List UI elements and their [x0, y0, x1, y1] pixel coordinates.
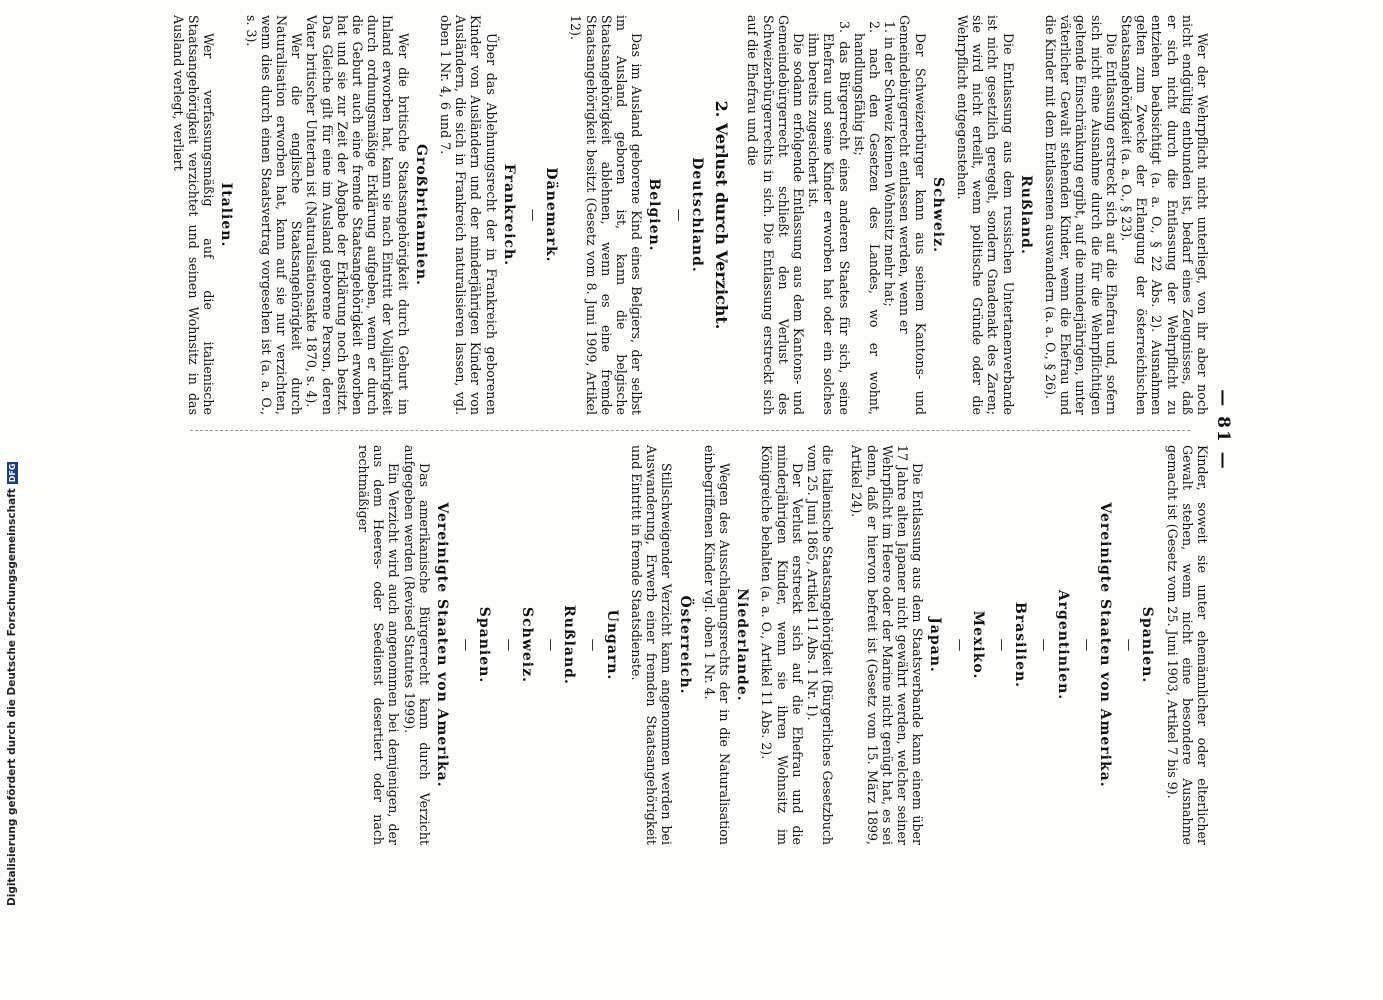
- heading-schweiz: Schweiz.: [929, 177, 946, 253]
- heading-spanien-2: Spanien.: [476, 606, 493, 684]
- paragraph: Die Entlassung aus dem russischen Untertanenverbande ist nicht gesetzlich geregelt, sondern Gnadenakt des Zaren; sie wird nicht erteilt, wenn politische Gründe oder die Wehrpflicht entgegenstehen.: [954, 15, 1016, 415]
- credit-text: Digitalisierung gefördert durch die Deutsche Forschungsgemeinschaft: [6, 488, 18, 906]
- heading-schweiz-2: Schweiz.: [518, 607, 535, 683]
- paragraph: Die Entlassung erstreckt sich auf die Ehefrau und, sofern sich nicht eine Ausnahme durch die für die Wehrpflichtigen geltende Einschränkung ergibt, auf die minderjährigen, unter väterlicher Gewalt stehenden Kinder, wenn die Ehefrau und die Kinder mit dem Entlassenen auswandern (a. a. O., § 26).: [1042, 15, 1119, 415]
- rotated-page-content: [150, 0, 1233, 860]
- paragraph: Wer die englische Staatsangehörigkeit durch Naturalisation erworben hat, kann auf sie nur verzichten, wenn dies durch einen Staatsvertrag vorgesehen ist (a. a. O., s. 3).: [243, 15, 305, 415]
- right-column: [356, 445, 1210, 845]
- paragraph: Wer die britische Staatsangehörigkeit durch Geburt im Inland erworben hat, kann sie nach Eintritt der Volljährigkeit durch ordnungsmäßige Erklärung aufgeben, wenn er durch die Geburt auch eine fremde Staatsangehörigkeit erworben hat und sie zur Zeit der Abgabe der Erklärung noch besitzt. Das Gleiche gilt für eine im Ausland geborene Person, deren Vater britischer Untertan ist (Naturalisationsakte 1870, s. 4).: [304, 15, 411, 415]
- paragraph: Wer der Wehrpflicht nicht unterliegt, von ihr aber noch nicht endgültig entbunden ist, bedarf eines Zeugnisses, daß er sich nicht durch die Entlassung der Wehrpflicht zu entziehen beabsichtigt (a. a. O., § 22 Abs. 2). Ausnahmen gelten zum Zwecke der Erlangung der österreichischen Staatsangehörigkeit (a. a. O., § 23).: [1118, 15, 1210, 415]
- paragraph: Das im Ausland geborene Kind eines Belgiers, der selbst im Ausland geboren ist, kann die belgische Staatsangehörigkeit ablehnen, wenn es eine fremde Staatsangehörigkeit besitzt (Gesetz vom 8. Juni 1909, Artikel 12).: [568, 15, 645, 415]
- heading-usa-2: Vereinigte Staaten von Amerika.: [434, 502, 451, 788]
- list-item: 2. nach den Gesetzen des Landes, wo er wohnt, handlungsfähig ist;: [851, 21, 882, 415]
- paragraph: Stillschweigender Verzicht kann angenommen werden bei Auswanderung, Erwerb einer fremden Staatsangehörigkeit und Eintritt in fremde Staatsdienste.: [628, 445, 675, 845]
- list-item: 3. das Bürgerrecht eines anderen Staates für sich, seine Ehefrau und seine Kinder erworben hat oder ein solches ihm bereits zugesichert ist.: [806, 21, 852, 415]
- paragraph: Der Verlust erstreckt sich auf die Ehefrau und die minderjährigen Kinder, wenn sie ihren Wohnsitz im Königreiche behalten (a. a. O., Artikel 11 Abs. 2).: [759, 445, 805, 845]
- dash: —: [671, 208, 687, 222]
- dash: —: [952, 638, 968, 652]
- dash: —: [544, 638, 560, 652]
- heading-deutschland: Deutschland.: [688, 157, 705, 273]
- paragraph: Wegen des Ausschlagungsrechts der in die Naturalisation einbegriffenen Kinder vgl. oben 1 Nr. 4.: [701, 445, 732, 845]
- paragraph: Der Schweizerbürger kann aus seinem Kantons- und Gemeindebürgerrecht entlassen werden, wenn er: [897, 15, 928, 415]
- heading-russland-2: Rußland.: [561, 605, 578, 685]
- heading-russland: Rußland.: [1017, 175, 1034, 255]
- paragraph: Ein Verzicht wird auch angenommen bei demjenigen, der aus dem Heeres- oder Seedienst desertiert oder nach rechtmäßiger: [356, 445, 402, 845]
- dash: —: [1079, 638, 1095, 652]
- digitization-credit: [6, 106, 18, 906]
- list-item: 1. in der Schweiz keinen Wohnsitz mehr hat;: [882, 21, 898, 307]
- paragraph: Kinder, soweit sie unter ehemännlicher oder elterlicher Gewalt stehen, wenn nicht eine besondere Ausnahme gemacht ist (Gesetz vom 25. Juni 1903, Artikel 7 bis 9).: [1164, 445, 1210, 845]
- dash: —: [994, 638, 1010, 652]
- heading-niederlande: Niederlande.: [734, 588, 751, 702]
- heading-mexiko: Mexiko.: [969, 610, 986, 680]
- heading-argentinien: Argentinien.: [1054, 589, 1071, 701]
- left-column: [171, 15, 1210, 415]
- heading-oesterreich: Österreich.: [676, 595, 693, 695]
- dfg-logo-icon: DFG: [8, 463, 17, 483]
- heading-frankreich: Frankreich.: [500, 163, 517, 267]
- dash: —: [526, 208, 542, 222]
- heading-usa: Vereinigte Staaten von Amerika.: [1096, 502, 1113, 788]
- column-divider: [190, 430, 1190, 431]
- heading-spanien: Spanien.: [1139, 606, 1156, 684]
- heading-daenemark: Dänemark.: [543, 167, 560, 263]
- paragraph: die italienische Staatsangehörigkeit (Bürgerliches Gesetzbuch vom 25. Juni 1865, Artikel 11 Abs. 1 Nr. 1).: [804, 445, 836, 845]
- heading-brasilien: Brasilien.: [1012, 601, 1029, 689]
- paragraph: Wer verfassungsmäßig auf die italienische Staatsangehörigkeit verzichtet und seinen Wohnsitz in das Ausland verlegt, verliert: [170, 15, 217, 415]
- section-title: 2. Verlust durch Verzicht.: [712, 100, 732, 330]
- dash: —: [586, 638, 602, 652]
- page-number: — 81 —: [1213, 389, 1233, 471]
- dash: —: [501, 638, 517, 652]
- heading-italien: Italien.: [218, 182, 235, 248]
- heading-ungarn: Ungarn.: [603, 609, 620, 681]
- dash: —: [459, 638, 475, 652]
- heading-grossbritannien: Großbritannien.: [412, 144, 429, 286]
- paragraph: Die Entlassung aus dem Staatsverbande kann einem über 17 Jahre alten Japaner nicht gewährt werden, welcher seiner Wehrpflicht im Heere oder der Marine nicht genügt hat, es sei denn, daß er hiervon befreit ist (Gesetz vom 15. März 1899, Artikel 24).: [849, 445, 926, 846]
- heading-belgien: Belgien.: [646, 178, 663, 252]
- heading-japan: Japan.: [927, 617, 944, 673]
- paragraph: Über das Ablehnungsrecht der in Frankreich geborenen Kinder von Ausländern und der minderjährigen Kinder von Ausländern, die sich in Frankreich naturalisieren lassen, vgl. oben 1 Nr. 4, 6 und 7.: [438, 15, 499, 415]
- paragraph: Das amerikanische Bürgerrecht kann durch Verzicht aufgegeben werden (Revised Statutes 1999).: [401, 445, 432, 845]
- dash: —: [1122, 638, 1138, 652]
- dash: —: [1037, 638, 1053, 652]
- paragraph: Die sodann erfolgende Entlassung aus dem Kantons- und Gemeindebürgerrecht schließt den Verlust des Schweizerbürgerrechts in sich. Die Entlassung erstreckt sich auf die Ehefrau und die: [745, 15, 806, 415]
